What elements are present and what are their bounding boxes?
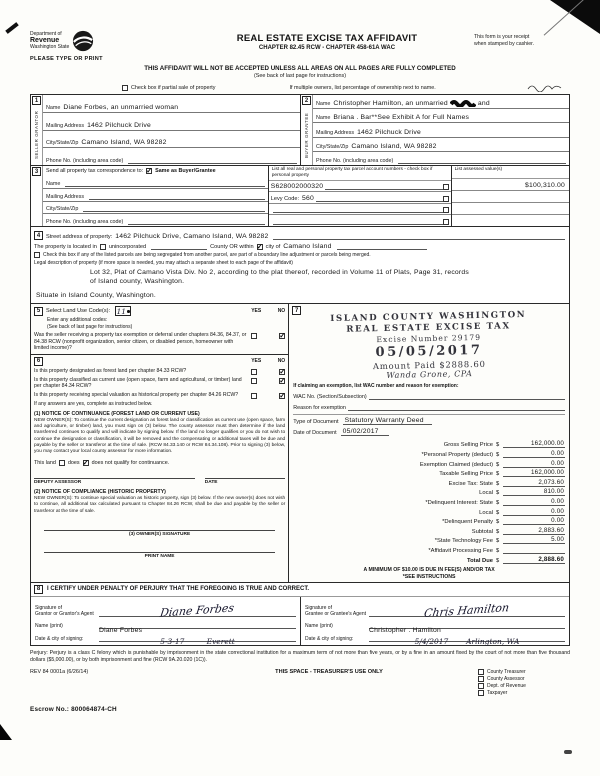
deferral-question: Was the seller receiving a property tax exemption or deferral under chapters 84.36, 84.37, or 84.38 RCW (nonprofit organization, senior citizen, or disabled person, homeowner with limited income)?	[34, 332, 247, 352]
see-back-note: (See back of last page for instructions)	[47, 324, 133, 331]
section-8-number: 8	[34, 585, 43, 594]
money-row-exemption: Exemption Claimed (deduct) $ 0.00	[419, 459, 564, 468]
land-use-code-label: Select Land Use Code(s):	[46, 308, 111, 315]
grantee-print-name: Christopher . Hamilton	[369, 626, 442, 634]
land-use-code-value: 11	[116, 306, 127, 316]
county-or-within-label: County OR within	[210, 244, 254, 250]
money-row-gross: Gross Selling Price $ 162,000.00	[443, 440, 564, 449]
parcel-row-blank[interactable]	[269, 204, 451, 216]
section-3-number: 3	[32, 167, 41, 176]
correspondence-name-field[interactable]: Name	[43, 176, 268, 189]
personal-property-checkbox-1[interactable]	[443, 184, 449, 190]
current-use-no-checkbox[interactable]	[279, 378, 285, 384]
assessor-date-line[interactable]: DATE	[205, 478, 285, 485]
certification-section	[30, 582, 570, 646]
money-row-tech-fee: *State Technology Fee $ 5.00	[434, 536, 564, 545]
located-in-label: The property is located in	[34, 244, 97, 250]
legal-description-value: Lot 32, Plat of Camano Vista Div. No 2, according to the plat thereof, recorded in Volume 11 of Plats, Page 31, records of Island county, Washington.	[90, 269, 469, 286]
scan-mark	[564, 750, 572, 754]
historic-property-question: Is this property receiving special valuation as historical property per chapter 84.26 RCW?	[34, 391, 239, 398]
tax-correspondence-section	[30, 165, 570, 227]
revenue-logo-icon	[72, 30, 94, 52]
does-checkbox[interactable]	[59, 460, 65, 466]
buyer-address-field[interactable]: Mailing Address 1462 Pilchuck Drive	[313, 123, 569, 137]
money-row-delinquent-interest-local: Local $ 0.00	[479, 507, 564, 516]
money-row-taxable: Taxable Selling Price $ 162,000.00	[439, 469, 564, 478]
yes-column-label: YES	[251, 308, 262, 315]
levy-code-row[interactable]	[269, 192, 451, 204]
buyer-address-value: 1462 Pilchuck Drive	[357, 128, 421, 136]
historic-yes-checkbox[interactable]	[251, 393, 257, 399]
owners-signature-line[interactable]: (3) OWNER(S) SIGNATURE	[44, 530, 275, 537]
unincorporated-checkbox[interactable]	[100, 244, 106, 250]
does-not-checkbox[interactable]	[83, 460, 89, 466]
state-excise-tax: 2,073.60	[503, 479, 565, 487]
wac-number-blank[interactable]	[369, 392, 565, 400]
county-assessor-label: County Assessor	[487, 675, 525, 682]
escrow-number-line	[30, 706, 570, 713]
excise-tax-section	[288, 303, 570, 582]
warning-sub: (See back of last page for instructions)	[254, 73, 346, 79]
pen-scribble	[526, 83, 564, 92]
current-use-yes-checkbox[interactable]	[251, 378, 257, 384]
seller-side-label: SELLER GRANTOR	[34, 110, 39, 160]
agency-name: Revenue	[30, 37, 60, 45]
money-row-delinquent-interest-state: *Delinquent Interest: State $ 0.00	[425, 497, 564, 506]
partial-sale-row	[30, 83, 570, 92]
correspondence-address-blank[interactable]	[89, 192, 265, 200]
agency-block	[30, 30, 180, 52]
form-header	[30, 30, 570, 62]
city-of-label: city of	[265, 244, 281, 250]
affidavit-processing-fee[interactable]	[503, 553, 565, 554]
form-title: REAL ESTATE EXCISE TAX AFFIDAVIT	[236, 33, 418, 44]
delinquent-interest-local: 0.00	[503, 508, 565, 516]
agency-dept-of: Department of	[30, 30, 62, 37]
county-assessor-checkbox[interactable]	[478, 676, 484, 682]
gross-selling-price: 162,000.00	[503, 440, 565, 448]
buyer-citystatezip-value: Camano Island, WA 98282	[351, 142, 437, 150]
partial-sale-checkbox[interactable]	[122, 85, 128, 91]
forest-no-checkbox[interactable]	[279, 369, 285, 375]
grantor-sign-date: 5-3-17	[160, 636, 185, 646]
same-as-buyer-checkbox[interactable]	[146, 168, 152, 174]
escrow-label: Escrow No.:	[30, 705, 70, 713]
additional-codes-label: Enter any additional codes:	[47, 317, 108, 324]
correspondence-phone-field[interactable]: Phone No. (including area code)	[43, 214, 268, 226]
see-instructions-note: *SEE INSTRUCTIONS	[402, 573, 456, 580]
exemption-note: If claiming an exemption, list WAC number and reason for exemption:	[293, 382, 459, 389]
notice-compliance-title: (2) NOTICE OF COMPLIANCE (HISTORIC PROPERTY)	[34, 489, 166, 496]
correspondence-phone-blank[interactable]	[128, 217, 264, 225]
county-treasurer-label: County Treasurer	[487, 668, 526, 675]
please-type-or-print: PLEASE TYPE OR PRINT	[30, 56, 103, 62]
property-location-section	[30, 226, 570, 304]
grantee-print-name-field[interactable]	[369, 619, 565, 634]
doc-type-value: Statutory Warranty Deed	[343, 417, 432, 425]
correspondence-name-blank[interactable]	[65, 179, 264, 187]
parcel-numbers-header: List all real and personal property tax parcel account numbers - check box if personal property	[269, 166, 451, 181]
money-row-total: Total Due $ 2,888.60	[467, 555, 564, 564]
buyer-side-label: BUYER GRANTEE	[304, 112, 309, 158]
personal-property-checkbox-4[interactable]	[443, 219, 449, 225]
partial-sale-label: Check box if partial sale of property	[131, 84, 216, 91]
legal-description-label: Legal description of property (if more space is needed, you may attach a separate sheet to each page of the affidavit)	[34, 260, 293, 266]
seller-phone-field[interactable]: Phone No. (including area code)	[43, 148, 300, 165]
no-column-label: NO	[277, 358, 286, 365]
reason-exemption-blank[interactable]	[348, 403, 565, 411]
section-7-number: 7	[292, 306, 301, 315]
correspondence-citystatezip-field[interactable]: City/State/Zip	[43, 202, 268, 215]
doc-type-label: Type of Document	[293, 418, 339, 425]
buyer-phone-field[interactable]: Phone No. (including area code)	[313, 152, 569, 165]
personal-property-checkbox-2[interactable]	[443, 196, 449, 202]
segregated-checkbox[interactable]	[34, 252, 40, 258]
forest-yes-checkbox[interactable]	[251, 369, 257, 375]
ink-blot	[127, 310, 130, 313]
send-correspondence-label: Send all property tax correspondence to:	[46, 168, 144, 174]
money-row-subtotal: Subtotal $ 2,883.60	[471, 526, 564, 535]
section-2-number: 2	[302, 96, 311, 105]
parcel-row[interactable]	[269, 181, 451, 193]
multiple-owners-note: If multiple owners, list percentage of ownership next to name.	[289, 84, 436, 91]
local-excise-tax: 810.00	[503, 488, 565, 496]
seller-name-value: Diane Forbes, an unmarried woman	[63, 103, 179, 111]
form-revision-number: REV 84 0001a (6/26/14)	[30, 668, 89, 675]
money-row-local-tax: Local $ 810.00	[479, 488, 564, 497]
taxpayer-checkbox[interactable]	[478, 690, 484, 696]
assessed-values-header: List assessed value(s)	[452, 166, 569, 179]
seller-address-value: 1462 Pilchuck Drive	[87, 121, 151, 129]
buyer-grantee-box	[300, 95, 569, 165]
section-1-number: 1	[32, 96, 41, 105]
grantor-print-name-field[interactable]	[99, 619, 296, 634]
warning-line: THIS AFFIDAVIT WILL NOT BE ACCEPTED UNLESS ALL AREAS ON ALL PAGES ARE FULLY COMPLETED	[144, 65, 456, 72]
delinquent-interest-state: 0.00	[503, 498, 565, 506]
notice-compliance-body: NEW OWNER(S): To continue special valuation as historic property, sign (3) below. If the new owner(s) does not wish to continue, all additional tax calculated pursuant to Chapter 84.26 RCW, shall be due and payable by the seller or transferor at the time of sale.	[34, 496, 286, 514]
excise-calculation-table	[293, 439, 565, 564]
deferral-no-checkbox[interactable]	[279, 333, 285, 339]
grantee-sign-date: 5/4/2017	[414, 636, 449, 646]
money-row-personal: *Personal Property (deduct) $ 0.00	[421, 450, 564, 458]
grantor-date-city-field[interactable]	[99, 631, 296, 646]
grantee-sign-city: Arlington, WA	[466, 636, 520, 646]
county-treasurer-checkbox[interactable]	[478, 669, 484, 675]
street-address-value: 1462 Pilchuck Drive, Camano Island, WA 98282	[115, 233, 269, 240]
grantee-signature: Chris Hamilton	[423, 600, 511, 620]
levy-code-label: Levy Code:	[270, 195, 300, 202]
grantor-print-name: Diane Forbes	[99, 626, 143, 634]
seller-address-field[interactable]: Mailing Address 1462 Pilchuck Drive	[43, 113, 300, 131]
doc-date-label: Date of Document	[293, 429, 337, 436]
deputy-assessor-line[interactable]: DEPUTY ASSESSOR	[34, 478, 195, 485]
buyer-name-field[interactable]: Name Christopher Hamilton, an unmarried and	[313, 95, 569, 109]
taxable-selling-price: 162,000.00	[503, 469, 565, 477]
seller-grantor-box	[31, 95, 300, 165]
grantee-date-city-field[interactable]	[369, 631, 565, 646]
no-column-label: NO	[277, 308, 286, 315]
stamp-amount-paid: Amount Paid $2888.60	[373, 359, 486, 372]
buyer-name-value: Christopher Hamilton, an unmarried	[333, 100, 448, 108]
grantor-signature: Diane Forbes	[159, 600, 236, 620]
assessed-value-row[interactable]	[452, 179, 569, 191]
unincorporated-label: unincorporated	[108, 244, 147, 250]
dept-of-revenue-checkbox[interactable]	[478, 683, 484, 689]
receipt-note: This form is your receipt when stamped by cashier.	[474, 34, 534, 47]
parcel-row-blank[interactable]	[269, 215, 451, 226]
current-use-question: Is this property classified as current use (open space, farm and agricultural, or timber) land per chapter 84.34 RCW?	[34, 376, 242, 390]
total-due: 2,888.60	[503, 556, 565, 564]
certify-statement: I CERTIFY UNDER PENALTY OF PERJURY THAT THE FOREGOING IS TRUE AND CORRECT.	[47, 586, 310, 593]
reason-exemption-label: Reason for exemption	[293, 404, 346, 411]
grantor-signature-field[interactable]	[99, 600, 296, 620]
scan-mark	[5, 22, 18, 34]
scan-mark	[0, 724, 12, 740]
buyer-phone-blank[interactable]	[398, 156, 566, 164]
land-use-section	[30, 303, 289, 355]
parties-section	[30, 94, 570, 166]
doc-date-value: 05/02/2017	[341, 428, 389, 436]
forest-land-question: Is this property designated as forest land per chapter 84.33 RCW?	[34, 367, 187, 374]
same-as-buyer-label: Same as Buyer/Grantee	[155, 168, 216, 174]
exemption-claimed: 0.00	[503, 460, 565, 468]
subtotal: 2,883.60	[503, 527, 565, 535]
buyer-name-suffix: and	[477, 100, 490, 108]
section-5-number: 5	[34, 307, 43, 316]
stamp-tax-title: REAL ESTATE EXCISE TAX	[346, 321, 511, 335]
money-row-state-tax: Excise Tax: State $ 2,073.60	[448, 478, 564, 487]
grantor-sign-city: Everett	[206, 636, 235, 646]
form-footer	[30, 669, 570, 697]
agency-state: Washington State	[30, 43, 70, 50]
section-6-number: 6	[34, 357, 43, 366]
buyer-citystatezip-field[interactable]: City/State/Zip Camano Island, WA 98282	[313, 138, 569, 152]
perjury-statement: Perjury: Perjury is a class C felony which is punishable by imprisonment in the state correctional institution for a maximum term of not more than five years, or by a fine in an amount fixed by the court of not more than five thousand dollars ($5,000.00), or by both imprisonment and fine (RCW 9A.20.020 (1C)).	[30, 649, 570, 663]
assessed-value-blank[interactable]	[452, 215, 569, 226]
city-checkbox[interactable]	[257, 244, 263, 250]
wac-number-label: WAC No. (Section/Subsection)	[293, 393, 367, 400]
section-4-number: 4	[34, 231, 43, 240]
land-use-code-field[interactable]	[115, 306, 131, 316]
levy-code-value: 560	[302, 194, 314, 202]
if-yes-note: If any answers are yes, complete as instructed below.	[34, 400, 153, 407]
assessed-value-blank[interactable]	[452, 191, 569, 203]
buyer-name2-field[interactable]: Name Briana . Bar**See Exhibit A for Full Names	[313, 109, 569, 123]
money-row-delinquent-penalty: *Delinquent Penalty $ 0.00	[442, 517, 564, 526]
historic-no-checkbox[interactable]	[279, 393, 285, 399]
seller-citystatezip-field[interactable]: City/State/Zip Camano Island, WA 98282	[43, 131, 300, 149]
grantee-signature-block: Signature of Grantee or Grantee's Agent Chris Hamilton Name (print) Christopher . Hamilton Date & city of signing: 5/4/2017 Arlington, WA	[300, 597, 569, 645]
continuance-qualify-row: This land does ✓ does not qualify for continuance.	[34, 460, 285, 466]
county-blank[interactable]	[151, 242, 207, 250]
situate-line: Situate in Island County, Washington.	[36, 292, 156, 300]
form-chapter: CHAPTER 82.45 RCW - CHAPTER 458-61A WAC	[258, 45, 396, 51]
seller-name-field[interactable]: Name Diane Forbes, an unmarried woman	[43, 95, 300, 113]
notice-continuance-body: NEW OWNER(S): To continue the current designation as forest land or classification as current use (open space, farm and agriculture, or timber) land, you must sign on (3) below. The county assessor must then determine if the land transferred continues to qualify and will indicate by signing below. If the land no longer qualifies or you do not wish to continue the designation or classification, it will be removed and the compensating or additional taxes will be due and payable by the seller or transferor at the time of sale. (RCW 84.33.140 or RCW 84.34.108). Prior to signing (3) below, you may contact your local county assessor for more information.	[34, 417, 286, 455]
buyer-name2-value: Briana . Bar**See Exhibit A for Full Names	[333, 114, 470, 122]
grantor-signature-block: Signature of Grantor or Grantor's Agent Diane Forbes Name (print) Diane Forbes Date & city of signing: 5-3-17 Everett	[31, 597, 300, 645]
minimum-due-note: A MINIMUM OF $10.00 IS DUE IN FEE(S) AND/OR TAX	[363, 566, 495, 573]
yes-column-label: YES	[251, 358, 262, 365]
assessed-value: $100,310.00	[525, 182, 565, 189]
stamp-county: ISLAND COUNTY WASHINGTON	[330, 310, 527, 325]
distribution-checkboxes	[478, 669, 570, 697]
grantee-signature-field[interactable]	[369, 600, 565, 620]
forest-land-section	[30, 354, 289, 583]
seller-citystatezip-value: Camano Island, WA 98282	[81, 139, 167, 147]
assessed-value-blank[interactable]	[452, 203, 569, 215]
treasurer-use-only-label: THIS SPACE - TREASURER'S USE ONLY	[275, 668, 383, 675]
correspondence-citystatezip-blank[interactable]	[83, 204, 264, 212]
segregated-label: Check this box if any of the listed parcels are being segregated from another parcel, are part of a boundary line adjustment or parcels being merged.	[43, 252, 371, 258]
personal-property-deduct: 0.00	[503, 450, 565, 458]
money-row-processing-fee: *Affidavit Processing Fee $	[293, 544, 565, 554]
treasurer-stamp	[293, 310, 566, 383]
notice-continuance-title: (1) NOTICE OF CONTINUANCE (FOREST LAND OR CURRENT USE)	[34, 410, 200, 417]
delinquent-penalty: 0.00	[503, 517, 565, 525]
street-address-label: Street address of property:	[46, 234, 113, 240]
personal-property-checkbox-3[interactable]	[443, 207, 449, 213]
print-name-line[interactable]: PRINT NAME	[44, 552, 275, 559]
deferral-yes-checkbox[interactable]	[251, 333, 257, 339]
parcel-number-value: S628002000320	[270, 183, 324, 191]
escrow-value: 800064874-CH	[71, 705, 117, 713]
taxpayer-label: Taxpayer	[487, 689, 508, 696]
stamp-excise-number: Excise Number 29179	[376, 333, 482, 345]
correspondence-address-field[interactable]: Mailing Address	[43, 189, 268, 202]
seller-phone-blank[interactable]	[128, 156, 297, 164]
state-technology-fee: 5.00	[503, 536, 565, 544]
city-of-value: Camano Island	[283, 243, 332, 250]
redaction-scribble	[450, 100, 476, 107]
stamp-date: 05/05/2017	[375, 343, 483, 361]
stamp-cashier-name: Wanda Grone, CPA	[386, 369, 473, 381]
dept-of-revenue-label: Dept. of Revenue	[487, 682, 526, 689]
